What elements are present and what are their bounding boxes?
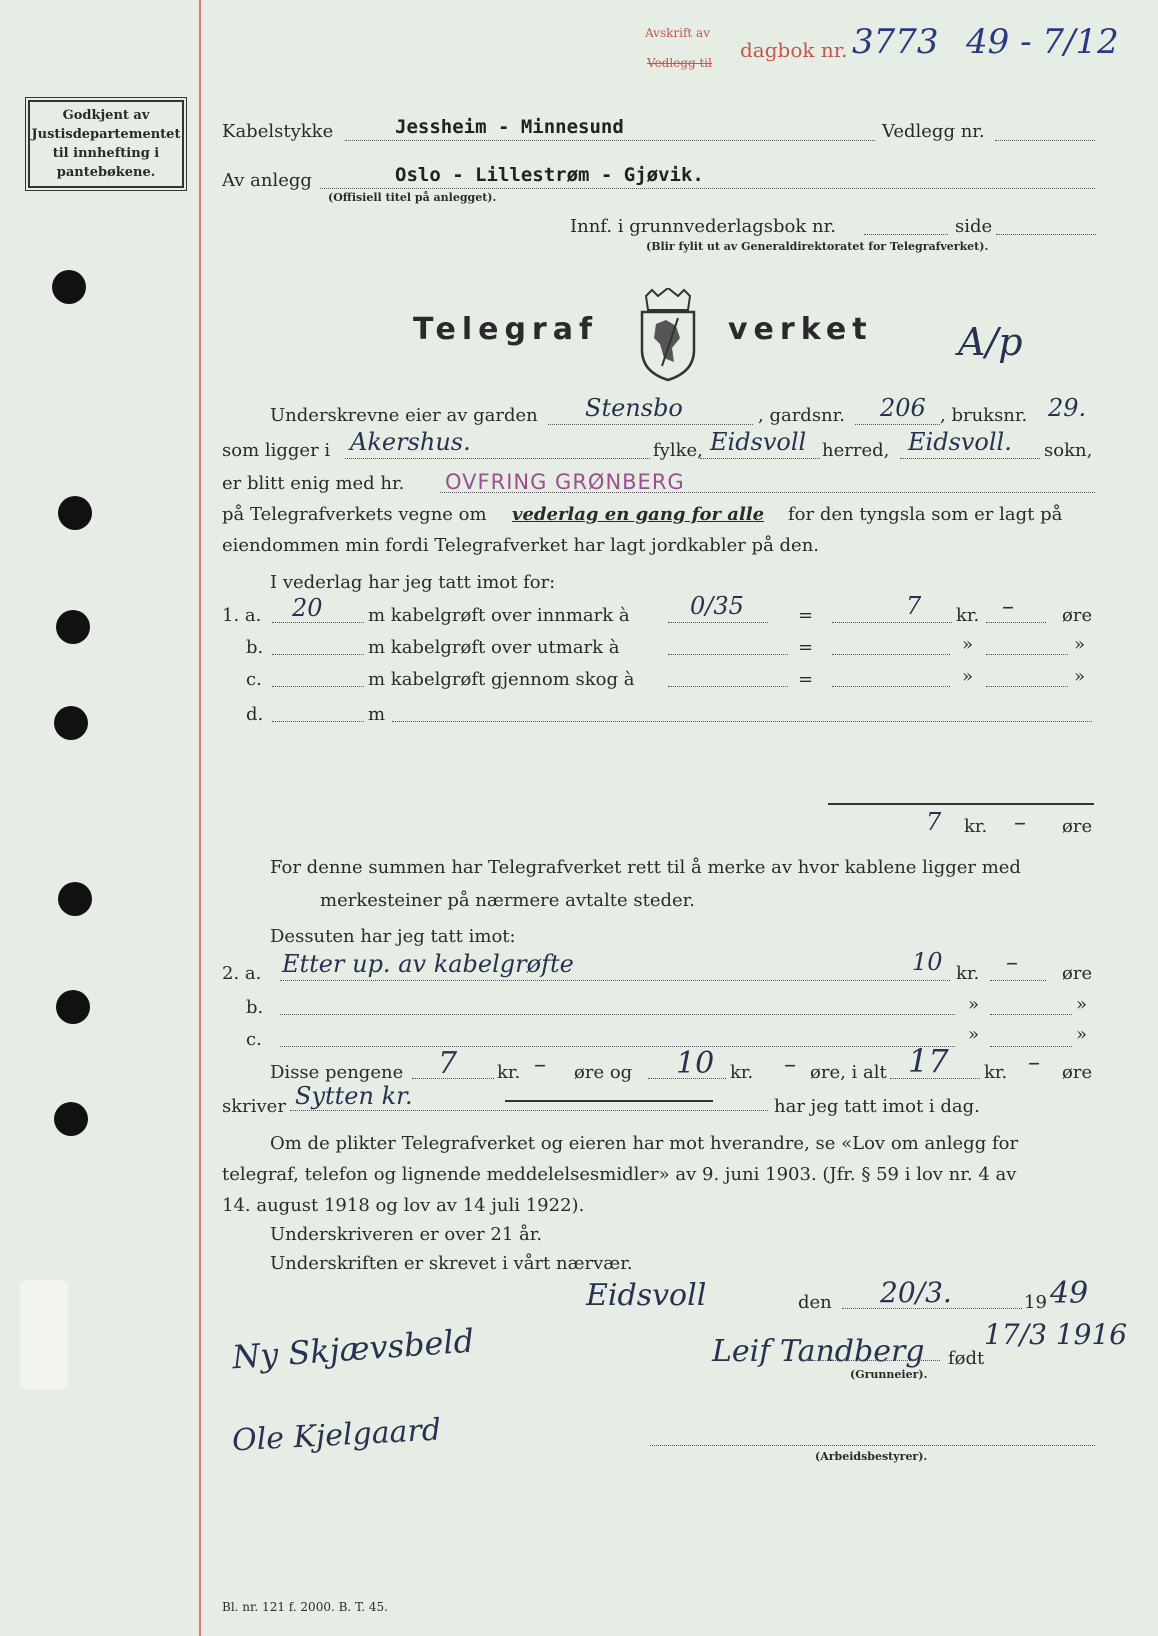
section1-heading: I vederlag har jeg tatt imot for: — [270, 572, 556, 593]
s1-row-qty: 20 — [292, 594, 323, 622]
s1-row-rate-line — [668, 654, 788, 655]
gardsnr-value: 206 — [880, 394, 926, 422]
enig-label: er blitt enig med hr. — [222, 473, 405, 494]
kabelstykke-value: Jessheim - Minnesund — [395, 116, 624, 138]
av-anlegg-label: Av anlegg — [222, 170, 312, 191]
s2-row-ore-label: » — [1076, 1024, 1088, 1045]
s1-row-ore-label: øre — [1062, 605, 1093, 626]
dateline-place: Eidsvoll — [586, 1278, 707, 1313]
sokn-value: Eidsvoll. — [908, 428, 1012, 456]
stamp-dagbok: dagbok nr. — [740, 38, 848, 62]
fylke-label: fylke, — [653, 440, 703, 461]
herred-value: Eidsvoll — [710, 428, 807, 456]
bruksnr-label: , bruksnr. — [940, 405, 1028, 426]
total-ore: – — [1014, 808, 1026, 836]
punch-hole — [56, 990, 90, 1024]
s1-row-d-line — [392, 721, 1092, 722]
s1-row-label: b. — [246, 637, 264, 658]
s1-row-ore-line — [986, 654, 1068, 655]
totals-kr3: kr. — [984, 1062, 1008, 1083]
s2-row-kr-label: kr. — [956, 963, 980, 984]
total-kr: 7 — [926, 808, 942, 836]
total-kr-label: kr. — [964, 816, 988, 837]
enig-line — [440, 492, 1095, 493]
innf-label: Innf. i grunnvederlagsbok nr. — [570, 216, 836, 237]
av-anlegg-line — [320, 188, 1095, 189]
s1-row-qty-line — [272, 622, 364, 623]
s1-row-kr-label: kr. — [956, 605, 980, 626]
totals-v3: 17 — [908, 1042, 949, 1080]
law-line4: Underskriveren er over 21 år. — [270, 1224, 543, 1245]
torn-edge — [20, 1280, 68, 1390]
owner-line — [800, 1360, 940, 1361]
s2-row-desc-line — [280, 980, 950, 981]
s1-row-ore-label: » — [1074, 634, 1086, 655]
innf-note: (Blir fylit ut av Generaldirektoratet for Telegrafverket). — [646, 240, 989, 253]
s1-row-label: d. — [246, 704, 264, 725]
s1-row-rate: 0/35 — [690, 592, 744, 620]
approval-line: til innhefting i — [52, 146, 160, 161]
skriver-line — [505, 1100, 713, 1102]
total-rule — [828, 803, 1094, 805]
punch-hole — [56, 610, 90, 644]
section2-heading: Dessuten har jeg tatt imot: — [270, 926, 516, 947]
totals-kr2: kr. — [730, 1062, 754, 1083]
fylke-line — [345, 458, 650, 459]
s1-row-eq: = — [798, 669, 814, 690]
stamp-line-2: Vedlegg til — [647, 56, 712, 70]
herred-label: herred, — [822, 440, 890, 461]
stamp-year-value: 49 - 7/12 — [966, 22, 1119, 62]
s1-row-kr-line — [832, 622, 952, 623]
punch-hole — [54, 706, 88, 740]
dateline-line — [842, 1308, 1022, 1309]
skriver-label: skriver — [222, 1096, 286, 1117]
punch-hole — [58, 496, 92, 530]
s1-row-desc: m kabelgrøft gjennom skog à — [368, 669, 635, 690]
farm-name: Stensbo — [585, 394, 683, 422]
s1-row-desc: m kabelgrøft over innmark à — [368, 605, 630, 626]
s2-row-kr-label: » — [968, 1024, 980, 1045]
ligger-label: som ligger i — [222, 440, 331, 461]
skriver-suffix: har jeg tatt imot i dag. — [774, 1096, 980, 1117]
owner-intro: Underskrevne eier av garden — [270, 405, 538, 426]
title-right: verket — [728, 312, 873, 347]
s1-row-label: 1. a. — [222, 605, 262, 626]
s2-row-ore: – — [1006, 948, 1018, 976]
gardsnr-line — [855, 424, 940, 425]
law-line2: telegraf, telefon og lignende meddelelsesmidler» av 9. juni 1903. (Jfr. § 59 i lov nr. 4 av — [222, 1164, 1017, 1185]
owner-line4-c: for den tyngsla som er lagt på — [788, 504, 1063, 525]
law-line3: 14. august 1918 og lov av 14 juli 1922). — [222, 1195, 585, 1216]
s1-row-rate-line — [668, 622, 768, 623]
s1-row-qty-line — [272, 686, 364, 687]
gardsnr-label: , gardsnr. — [758, 405, 846, 426]
fodt-label: født — [948, 1348, 985, 1369]
law-line1: Om de plikter Telegrafverket og eieren har mot hverandre, se «Lov om anlegg for — [270, 1133, 1019, 1154]
innf-line — [864, 234, 948, 235]
totals-ore3: øre — [1062, 1062, 1093, 1083]
s2-row-ore-line — [990, 1046, 1072, 1047]
approval-line: pantebøkene. — [56, 165, 156, 180]
s2-row-desc: Etter up. av kabelgrøfte — [282, 950, 574, 978]
side-line — [996, 234, 1096, 235]
side-label: side — [955, 216, 993, 237]
totals-v2: 10 — [676, 1046, 715, 1081]
margin-line — [199, 0, 201, 1636]
title-left: Telegraf — [413, 312, 599, 347]
s1-row-label: c. — [246, 669, 262, 690]
arbeid-line — [650, 1445, 1095, 1446]
totals-v3-line — [890, 1078, 980, 1079]
coat-of-arms-icon — [636, 288, 700, 382]
s1-row-eq: = — [798, 605, 814, 626]
s1-row-ore-label: » — [1074, 666, 1086, 687]
s1-row-ore-line — [986, 686, 1068, 687]
owner-line4-a: på Telegrafverkets vegne om — [222, 504, 487, 525]
dateline-den: den — [798, 1292, 832, 1313]
s2-row-ore-label: øre — [1062, 963, 1093, 984]
totals-ore-ialt: øre, i alt — [810, 1062, 887, 1083]
s1-row-ore: – — [1002, 592, 1014, 620]
punch-hole — [58, 882, 92, 916]
witness-signature-2: Ole Kjelgaard — [231, 1412, 442, 1459]
s2-row-kr-label: » — [968, 994, 980, 1015]
sokn-label: sokn, — [1044, 440, 1093, 461]
farm-line — [548, 424, 753, 425]
born-date: 17/3 1916 — [984, 1318, 1128, 1351]
av-anlegg-value: Oslo - Lillestrøm - Gjøvik. — [395, 164, 704, 186]
s2-row-ore-line — [990, 980, 1046, 981]
approval-line: Godkjent av — [62, 108, 150, 123]
s1-row-desc: m kabelgrøft over utmark à — [368, 637, 620, 658]
totals-v1-line — [412, 1078, 494, 1079]
stamp-line-1: Avskrift av — [645, 26, 710, 40]
s1-row-rate-line — [668, 686, 788, 687]
s1-row-kr-line — [832, 654, 950, 655]
punch-hole — [54, 1102, 88, 1136]
sokn-line — [900, 458, 1040, 459]
punch-hole — [52, 270, 86, 304]
s2-row-desc-line — [280, 1014, 955, 1015]
official-note: (Offisiell titel på anlegget). — [328, 191, 497, 204]
s1-row-qty-line — [272, 721, 364, 722]
paragraph1-line1: For denne summen har Telegrafverket rett til å merke av hvor kablene ligger med — [270, 857, 1021, 878]
totals-label: Disse pengene — [270, 1062, 404, 1083]
kabelstykke-label: Kabelstykke — [222, 121, 334, 142]
kabelstykke-line — [345, 140, 875, 141]
title-mark: A/p — [958, 320, 1023, 364]
s2-row-ore-line — [990, 1014, 1072, 1015]
dateline-year-prefix: 19 — [1024, 1292, 1047, 1313]
bruksnr-value: 29. — [1048, 394, 1087, 422]
totals-ore-og: øre og — [574, 1062, 633, 1083]
s1-row-kr-label: » — [962, 666, 974, 687]
dateline-year-suffix: 49 — [1050, 1276, 1089, 1311]
dateline-date: 20/3. — [880, 1276, 952, 1309]
s1-row-kr: 7 — [906, 592, 922, 620]
totals-kr1: kr. — [497, 1062, 521, 1083]
grunneier-label: (Grunneier). — [850, 1368, 928, 1381]
s2-row-desc-line — [280, 1046, 955, 1047]
totals-o2: – — [784, 1050, 796, 1078]
totals-o1: – — [534, 1050, 546, 1078]
totals-o3: – — [1028, 1048, 1040, 1076]
paragraph1-line2: merkesteiner på nærmere avtalte steder. — [320, 890, 696, 911]
fylke-value: Akershus. — [350, 428, 471, 456]
skriver-dotted — [290, 1110, 768, 1111]
s1-row-kr-label: » — [962, 634, 974, 655]
owner-line4-b: vederlag en gang for alle — [512, 504, 765, 525]
approval-line: Justisdepartementet — [31, 127, 181, 142]
enig-value-stamp: OVFRING GRØNBERG — [445, 470, 685, 494]
vedlegg-label: Vedlegg nr. — [882, 121, 985, 142]
s1-row-ore-line — [986, 622, 1046, 623]
approval-box — [28, 100, 184, 188]
totals-v2-line — [648, 1078, 726, 1079]
owner-signature: Leif Tandberg — [712, 1334, 925, 1369]
witness-signature-1: Ny Skjævsbeld — [230, 1321, 476, 1377]
totals-v1: 7 — [438, 1046, 458, 1081]
total-ore-label: øre — [1062, 816, 1093, 837]
s2-row-ore-label: » — [1076, 994, 1088, 1015]
s1-row-kr-line — [832, 686, 950, 687]
s1-row-qty-line — [272, 654, 364, 655]
vedlegg-line — [995, 140, 1095, 141]
s1-row-desc: m — [368, 704, 386, 725]
s1-row-eq: = — [798, 637, 814, 658]
s2-row-label: 2. a. — [222, 963, 262, 984]
s2-row-kr: 10 — [912, 948, 943, 976]
s2-row-label: b. — [246, 997, 264, 1018]
footer-form-number: Bl. nr. 121 f. 2000. B. T. 45. — [222, 1600, 388, 1614]
stamp-dagbok-value: 3773 — [852, 22, 939, 62]
herred-line — [700, 458, 820, 459]
skriver-value: Sytten kr. — [295, 1082, 413, 1110]
arbeid-label: (Arbeidsbestyrer). — [815, 1450, 928, 1463]
law-line5: Underskriften er skrevet i vårt nærvær. — [270, 1253, 633, 1274]
owner-line5: eiendommen min fordi Telegrafverket har lagt jordkabler på den. — [222, 535, 820, 556]
s2-row-label: c. — [246, 1029, 262, 1050]
